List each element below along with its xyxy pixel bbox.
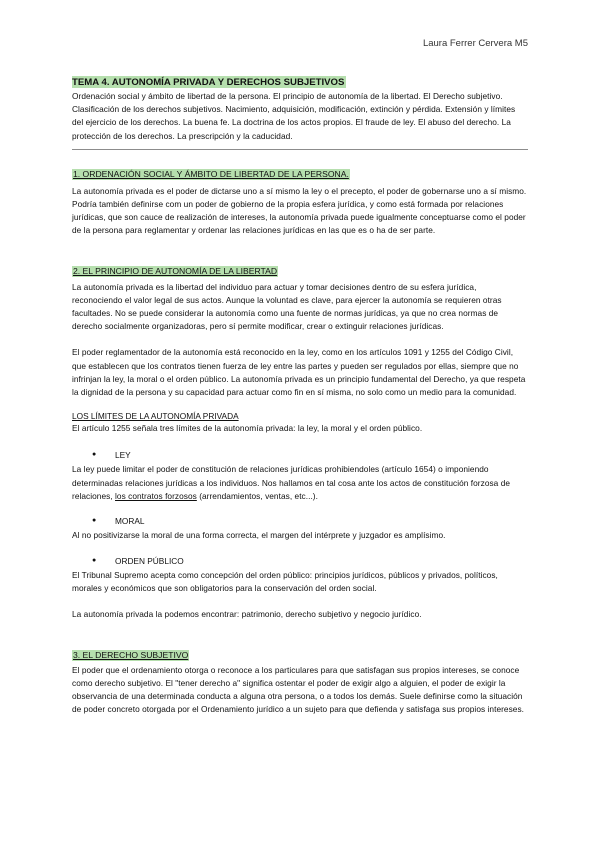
moral-paragraph: Al no positivizarse la moral de una forma correcta, el margen del intérprete y juzgador es amplísimo. [72,530,446,541]
section-3-paragraph: El poder que el ordenamiento otorga o reconoce a los particulares para que satisfagan sus propios intereses, se conoce como derecho subjetivo. El "tener derecho a" significa ostentar el poder de exigir algo a alguien, el poder de exigir la observancia de una determinada conducta a alguna otra persona, o a todos los demás. Suele definirse como la situación de poder concreto otorgada por el Ordenamiento jurídico a un sujeto para que defienda y satisfaga sus propios intereses. [72,664,525,715]
ley-text: La ley puede limitar el poder de constitución de relaciones jurídicas prohibiendoles (artículo 1654) o imponiendo determinadas relaciones jurídicas a los individuos. Nos hallamos en tal cosa ante los actos de constitución forzosa de relaciones, [72,464,511,501]
section-2-paragraph-2: El poder reglamentador de la autonomía está reconocido en la ley, como en los artículos 1091 y 1255 del Código Civil, que establecen que los contratos tienen fuerza de ley entre las partes y pueden ser regulados por ellas, siempre que no infrinjan la ley, la moral o el orden público. La autonomía privada es un principio fundamental del Derecho, ya que respeta la dignidad de la persona y su capacidad para actuar como fin en sí misma, no solo como un medio para la comunidad. [72,347,526,398]
section-2-heading: 2. EL PRINCIPIO DE AUTONOMÍA DE LA LIBERTAD [73,265,278,276]
document-body [72,72,528,717]
bullet-dot-icon: ● [92,451,97,459]
bullet-ley [72,449,528,461]
ley-text-end: (arrendamientos, ventas, etc...). [196,490,318,501]
ley-paragraph [72,463,528,503]
limits-heading: LOS LÍMITES DE LA AUTONOMÍA PRIVADA [72,411,239,422]
document-title: TEMA 4. AUTONOMÍA PRIVADA Y DERECHOS SUBJETIVOS [72,77,345,88]
contratos-forzosos-link: los contratos forzosos [115,490,197,501]
bullet-orden-publico [72,555,528,567]
section-1-paragraph: La autonomía privada es el poder de dictarse uno a sí mismo la ley o el precepto, el poder de gobernarse uno a sí mismo. Podría también definirse com un poder de gobierno de la propia esfera jurídica, y como está formada por relaciones jurídicas, que son cauce de realización de intereses, la autonomía privada puede igualmente conceptuarse como el poder de la persona para reglamentar y ordenar las relaciones jurídicas en las que es o ha de ser parte. [72,185,527,236]
author-header: Laura Ferrer Cervera M5 [422,38,528,49]
section-3-heading: 3. EL DERECHO SUBJETIVO [73,649,189,660]
divider [72,149,528,150]
orden-paragraph: El Tribunal Supremo acepta como concepción del orden público: principios jurídicos, públicos y privados, políticos, morales y económicos que son obligatorios para la conservación del orden social. [72,570,498,594]
bullet-dot-icon: ● [92,557,97,565]
limits-intro: El artículo 1255 señala tres límites de la autonomía privada: la ley, la moral y el orden público. [72,423,423,434]
bullet-moral [72,515,528,527]
bullet-moral-label: MORAL [115,516,145,527]
topic-summary: Ordenación social y ámbito de libertad de la persona. El principio de autonomía de la libertad. El Derecho subjetivo. Clasificación de los derechos subjetivos. Nacimiento, adquisición, modificación, extinción y pérdida. Extensión y límites del ejercicio de los derechos. La buena fe. La doctrina de los actos propios. El fraude de ley. El abuso del derecho. La protección de los derechos. La prescripción y la caducidad. [72,91,516,141]
bullet-ley-label: LEY [115,450,131,461]
bullet-dot-icon: ● [92,517,97,525]
section-2-closing: La autonomía privada la podemos encontrar: patrimonio, derecho subjetivo y negocio jurídico. [72,608,422,619]
section-1-heading: 1. ORDENACIÓN SOCIAL Y ÁMBITO DE LIBERTAD DE LA PERSONA. [73,168,349,179]
bullet-orden-label: ORDEN PÚBLICO [115,556,184,567]
section-2-paragraph-1: La autonomía privada es la libertad del individuo para actuar y tomar decisiones dentro de su esfera jurídica, reconociendo el valor legal de sus actos. Aunque la voluntad es clave, para ejercer la autonomía se requieren otras facultades. No se puede considerar la autonomía como una fuente de normas jurídicas, ya que no crea normas de derecho socialmente organizadoras, pero sí permite modificar, crear o extinguir relaciones jurídicas. [72,281,502,332]
